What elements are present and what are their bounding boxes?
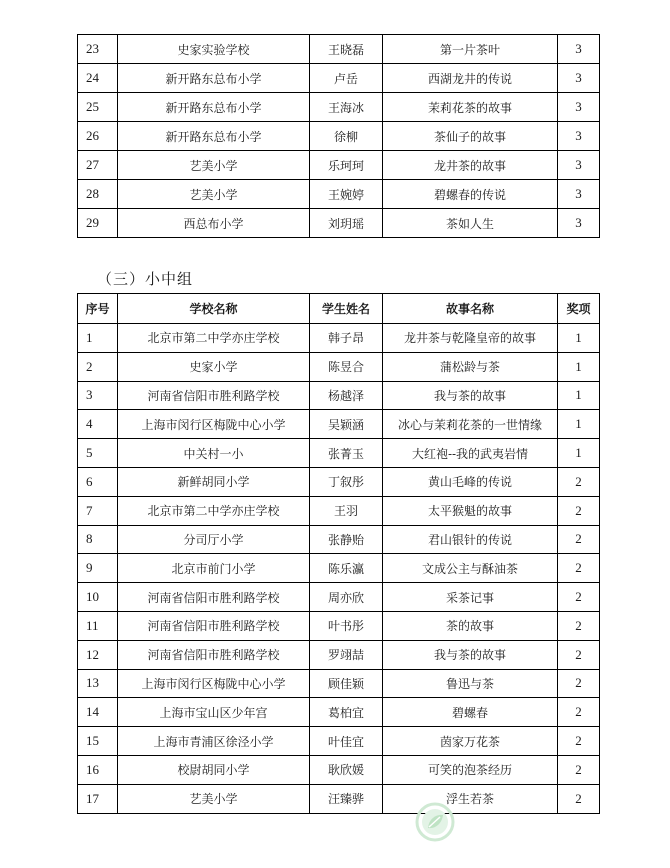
cell-no: 1 xyxy=(78,324,118,353)
cell-student: 丁叙彤 xyxy=(310,467,383,496)
cell-student: 汪臻骅 xyxy=(310,784,383,813)
table-row xyxy=(78,439,600,468)
cell-story: 碧螺春的传说 xyxy=(383,180,558,209)
cell-no: 26 xyxy=(78,122,118,151)
cell-no: 27 xyxy=(78,151,118,180)
top-results-table xyxy=(77,34,600,238)
table-row xyxy=(78,122,600,151)
header-story: 故事名称 xyxy=(383,294,558,324)
results-table xyxy=(77,293,600,814)
cell-story: 茉莉花茶的故事 xyxy=(383,93,558,122)
cell-school: 河南省信阳市胜利路学校 xyxy=(118,640,310,669)
cell-award: 1 xyxy=(558,381,600,410)
cell-student: 卢岳 xyxy=(310,64,383,93)
cell-student: 徐柳 xyxy=(310,122,383,151)
cell-story: 茶仙子的故事 xyxy=(383,122,558,151)
cell-no: 9 xyxy=(78,554,118,583)
table-row xyxy=(78,64,600,93)
leaf-logo-icon xyxy=(415,802,455,842)
cell-story: 龙井茶的故事 xyxy=(383,151,558,180)
cell-award: 3 xyxy=(558,35,600,64)
cell-student: 王羽 xyxy=(310,496,383,525)
cell-award: 1 xyxy=(558,410,600,439)
cell-school: 史家小学 xyxy=(118,352,310,381)
cell-student: 王海冰 xyxy=(310,93,383,122)
table-row xyxy=(78,669,600,698)
cell-story: 鲁迅与茶 xyxy=(383,669,558,698)
cell-story: 蒲松龄与茶 xyxy=(383,352,558,381)
cell-no: 17 xyxy=(78,784,118,813)
cell-award: 3 xyxy=(558,122,600,151)
cell-school: 新开路东总布小学 xyxy=(118,122,310,151)
cell-award: 3 xyxy=(558,151,600,180)
header-award: 奖项 xyxy=(558,294,600,324)
cell-school: 上海市闵行区梅陇中心小学 xyxy=(118,410,310,439)
table-row xyxy=(78,352,600,381)
cell-award: 2 xyxy=(558,640,600,669)
table-row xyxy=(78,496,600,525)
cell-no: 2 xyxy=(78,352,118,381)
cell-student: 陈乐瀛 xyxy=(310,554,383,583)
table-row xyxy=(78,698,600,727)
cell-no: 8 xyxy=(78,525,118,554)
table-row xyxy=(78,727,600,756)
cell-award: 2 xyxy=(558,554,600,583)
cell-no: 24 xyxy=(78,64,118,93)
cell-award: 2 xyxy=(558,525,600,554)
cell-student: 周亦欣 xyxy=(310,583,383,612)
cell-school: 上海市宝山区少年宫 xyxy=(118,698,310,727)
cell-story: 我与茶的故事 xyxy=(383,381,558,410)
table-row xyxy=(78,554,600,583)
cell-award: 1 xyxy=(558,324,600,353)
cell-student: 张静贻 xyxy=(310,525,383,554)
cell-no: 14 xyxy=(78,698,118,727)
cell-story: 第一片茶叶 xyxy=(383,35,558,64)
cell-story: 碧螺春 xyxy=(383,698,558,727)
cell-no: 11 xyxy=(78,611,118,640)
cell-story: 采茶记事 xyxy=(383,583,558,612)
table-row xyxy=(78,583,600,612)
cell-student: 罗翊喆 xyxy=(310,640,383,669)
cell-story: 西湖龙井的传说 xyxy=(383,64,558,93)
cell-school: 分司厅小学 xyxy=(118,525,310,554)
cell-story: 黄山毛峰的传说 xyxy=(383,467,558,496)
cell-story: 我与茶的故事 xyxy=(383,640,558,669)
cell-story: 大红袍--我的武夷岩情 xyxy=(383,439,558,468)
cell-no: 23 xyxy=(78,35,118,64)
table-row xyxy=(78,525,600,554)
table-row xyxy=(78,410,600,439)
cell-no: 5 xyxy=(78,439,118,468)
cell-award: 3 xyxy=(558,180,600,209)
cell-no: 12 xyxy=(78,640,118,669)
cell-story: 可笑的泡茶经历 xyxy=(383,755,558,784)
cell-award: 2 xyxy=(558,727,600,756)
cell-no: 29 xyxy=(78,209,118,238)
cell-student: 韩子昂 xyxy=(310,324,383,353)
table-row xyxy=(78,180,600,209)
cell-no: 25 xyxy=(78,93,118,122)
table-header-row xyxy=(78,294,600,324)
cell-award: 2 xyxy=(558,698,600,727)
cell-story: 冰心与茉莉花茶的一世情缘 xyxy=(383,410,558,439)
cell-student: 王晓磊 xyxy=(310,35,383,64)
cell-no: 3 xyxy=(78,381,118,410)
cell-award: 2 xyxy=(558,755,600,784)
table-row xyxy=(78,467,600,496)
cell-award: 2 xyxy=(558,669,600,698)
cell-school: 河南省信阳市胜利路学校 xyxy=(118,381,310,410)
cell-student: 陈昱合 xyxy=(310,352,383,381)
cell-school: 艺美小学 xyxy=(118,180,310,209)
cell-award: 2 xyxy=(558,611,600,640)
cell-story: 茵家万花茶 xyxy=(383,727,558,756)
cell-no: 16 xyxy=(78,755,118,784)
cell-no: 15 xyxy=(78,727,118,756)
cell-school: 史家实验学校 xyxy=(118,35,310,64)
cell-school: 北京市前门小学 xyxy=(118,554,310,583)
header-school: 学校名称 xyxy=(118,294,310,324)
table-row xyxy=(78,611,600,640)
cell-award: 2 xyxy=(558,784,600,813)
table-row xyxy=(78,784,600,813)
cell-award: 2 xyxy=(558,496,600,525)
cell-student: 王婉婷 xyxy=(310,180,383,209)
section-heading: （三）小中组 xyxy=(97,270,194,288)
cell-award: 3 xyxy=(558,64,600,93)
cell-school: 新开路东总布小学 xyxy=(118,93,310,122)
cell-no: 6 xyxy=(78,467,118,496)
cell-no: 7 xyxy=(78,496,118,525)
cell-story: 君山银针的传说 xyxy=(383,525,558,554)
table-row xyxy=(78,35,600,64)
cell-no: 13 xyxy=(78,669,118,698)
cell-award: 2 xyxy=(558,583,600,612)
cell-no: 4 xyxy=(78,410,118,439)
cell-story: 太平猴魁的故事 xyxy=(383,496,558,525)
cell-story: 茶如人生 xyxy=(383,209,558,238)
cell-student: 乐珂珂 xyxy=(310,151,383,180)
table-row xyxy=(78,151,600,180)
cell-student: 杨越泽 xyxy=(310,381,383,410)
cell-no: 10 xyxy=(78,583,118,612)
cell-award: 1 xyxy=(558,439,600,468)
cell-school: 上海市闵行区梅陇中心小学 xyxy=(118,669,310,698)
cell-story: 茶的故事 xyxy=(383,611,558,640)
table-row xyxy=(78,93,600,122)
cell-student: 叶佳宜 xyxy=(310,727,383,756)
cell-student: 刘玥瑶 xyxy=(310,209,383,238)
cell-story: 龙井茶与乾隆皇帝的故事 xyxy=(383,324,558,353)
cell-student: 吴颖涵 xyxy=(310,410,383,439)
cell-school: 上海市青浦区徐泾小学 xyxy=(118,727,310,756)
cell-student: 顾佳颖 xyxy=(310,669,383,698)
cell-award: 3 xyxy=(558,93,600,122)
cell-student: 葛柏宜 xyxy=(310,698,383,727)
cell-award: 3 xyxy=(558,209,600,238)
cell-school: 中关村一小 xyxy=(118,439,310,468)
cell-award: 2 xyxy=(558,467,600,496)
cell-award: 1 xyxy=(558,352,600,381)
table-row xyxy=(78,755,600,784)
cell-school: 北京市第二中学亦庄学校 xyxy=(118,496,310,525)
cell-school: 艺美小学 xyxy=(118,151,310,180)
table-row xyxy=(78,381,600,410)
table-row xyxy=(78,209,600,238)
cell-story: 浮生若茶 xyxy=(383,784,558,813)
cell-school: 新开路东总布小学 xyxy=(118,64,310,93)
cell-student: 耿欣媛 xyxy=(310,755,383,784)
header-no: 序号 xyxy=(78,294,118,324)
cell-story: 文成公主与酥油茶 xyxy=(383,554,558,583)
cell-school: 校尉胡同小学 xyxy=(118,755,310,784)
cell-no: 28 xyxy=(78,180,118,209)
cell-school: 新鲜胡同小学 xyxy=(118,467,310,496)
cell-student: 叶书彤 xyxy=(310,611,383,640)
cell-school: 河南省信阳市胜利路学校 xyxy=(118,583,310,612)
table-row xyxy=(78,640,600,669)
header-student: 学生姓名 xyxy=(310,294,383,324)
cell-school: 艺美小学 xyxy=(118,784,310,813)
table-row xyxy=(78,324,600,353)
cell-school: 西总布小学 xyxy=(118,209,310,238)
cell-school: 北京市第二中学亦庄学校 xyxy=(118,324,310,353)
cell-student: 张菁玉 xyxy=(310,439,383,468)
cell-school: 河南省信阳市胜利路学校 xyxy=(118,611,310,640)
